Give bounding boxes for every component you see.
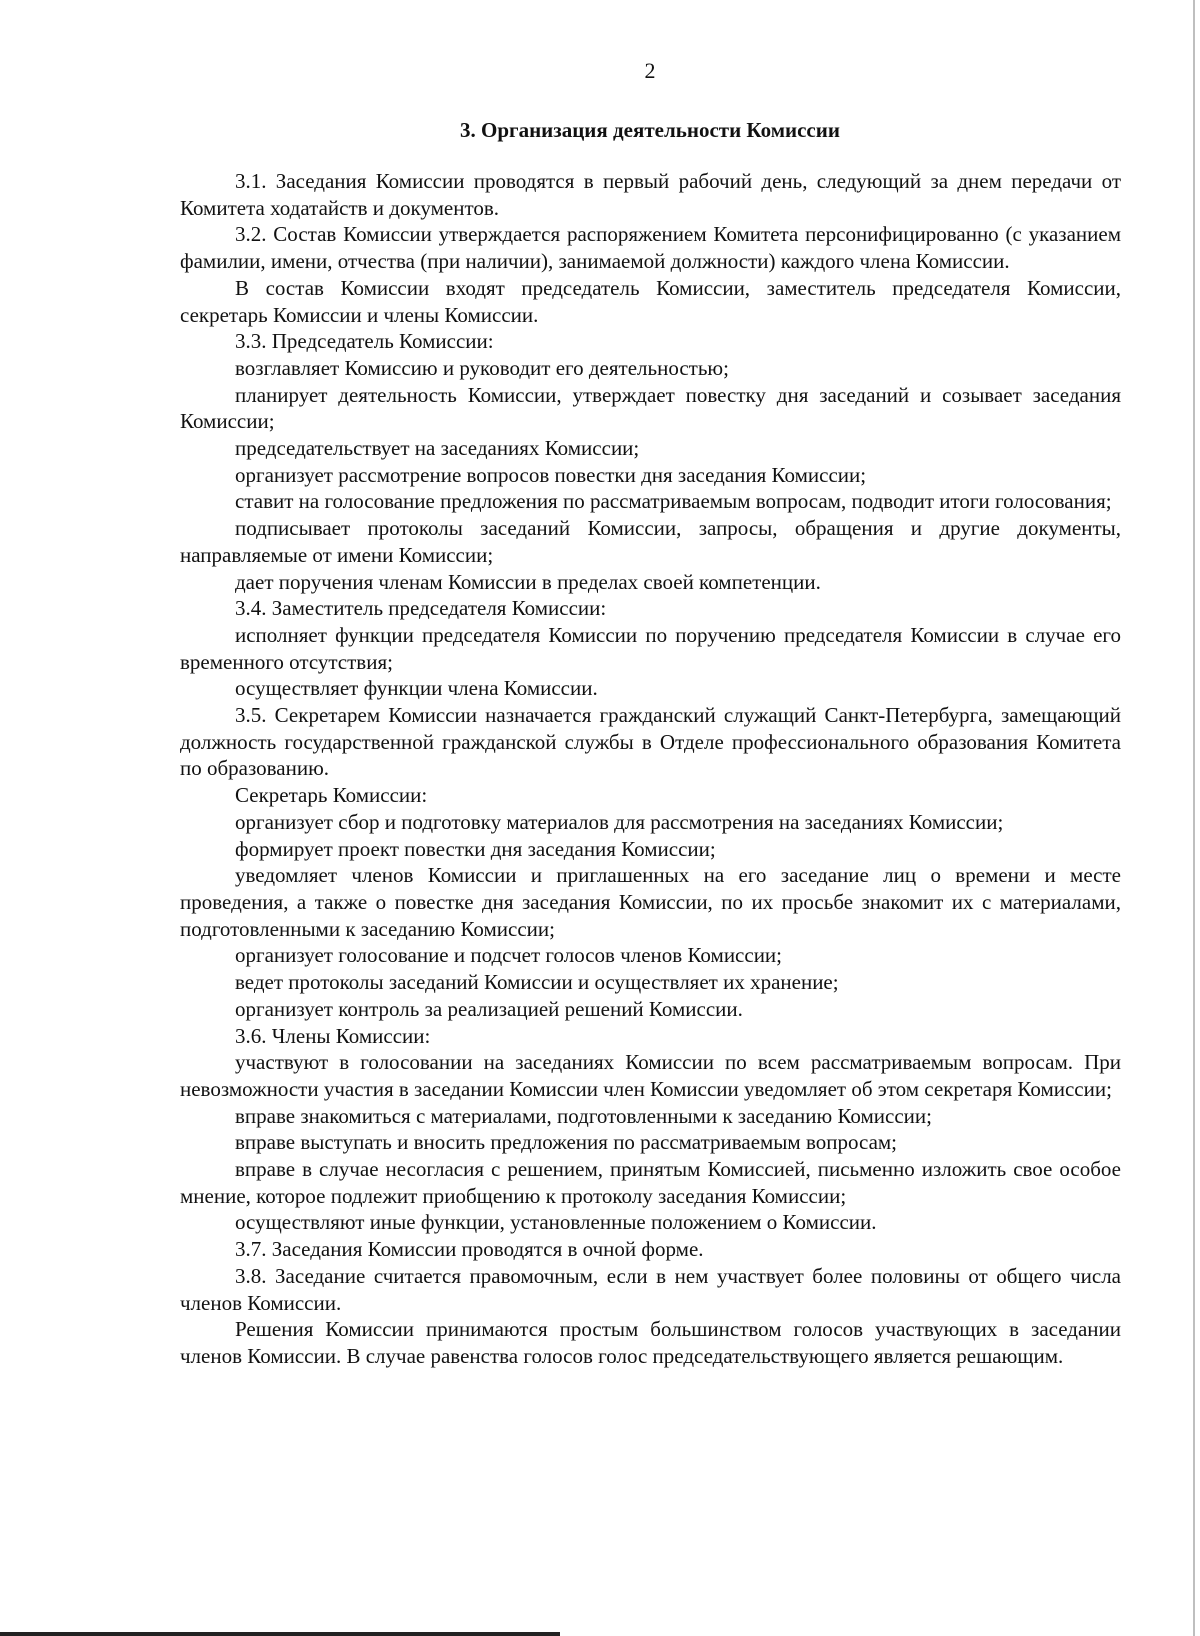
list-item: организует контроль за реализацией решений Комиссии. — [235, 996, 743, 1021]
paragraph-3-2: 3.2. Состав Комиссии утверждается распоряжением Комитета персонифицированно (с указанием фамилии, имени, отчества (при наличии), занимаемой должности) каждого члена Комиссии. — [180, 222, 1121, 274]
list-item: вправе в случае несогласия с решением, принятым Комиссией, письменно изложить свое особое мнение, которое подлежит приобщению к протоколу заседания Комиссии; — [180, 1157, 1121, 1208]
paragraph-3-8: 3.8. Заседание считается правомочным, если в нем участвует более половины от общего числа членов Комиссии. — [180, 1263, 1121, 1315]
list-item: осуществляет функции члена Комиссии. — [235, 676, 598, 701]
list-item: вправе знакомиться с материалами, подготовленными к заседанию Комиссии; — [235, 1103, 932, 1128]
list-item: исполняет функции председателя Комиссии по поручению председателя Комиссии в случае его временного отсутствия; — [180, 622, 1121, 674]
list-item: ведет протоколы заседаний Комиссии и осуществляет их хранение; — [235, 970, 839, 995]
paragraph-3-5: 3.5. Секретарем Комиссии назначается гражданский служащий Санкт-Петербурга, замещающий должность государственной гражданской службы в Отделе профессионального образования Комитета по образованию. — [180, 703, 1121, 781]
paragraph-3-7: 3.7. Заседания Комиссии проводятся в очной форме. — [235, 1237, 704, 1262]
paragraph-3-4: 3.4. Заместитель председателя Комиссии: — [235, 596, 607, 621]
list-item: председательствует на заседаниях Комиссии; — [235, 436, 640, 461]
scan-edge-line — [1193, 0, 1195, 1636]
paragraph-secretary: Секретарь Комиссии: — [235, 783, 428, 808]
section-body — [180, 168, 1121, 1370]
list-item: организует рассмотрение вопросов повестки дня заседания Комиссии; — [235, 462, 867, 487]
list-item: дает поручения членам Комиссии в пределах своей компетенции. — [235, 569, 821, 594]
list-item: уведомляет членов Комиссии и приглашенных на его заседание лиц о времени и месте проведения, а также о повестке дня заседания Комиссии, по их просьбе знакомит их с материалами, подготовленными к заседанию Комиссии; — [180, 863, 1121, 941]
list-item: планирует деятельность Комиссии, утверждает повестку дня заседаний и созывает заседания Комиссии; — [180, 382, 1121, 434]
paragraph-decisions: Решения Комиссии принимаются простым большинством голосов участвующих в заседании членов Комиссии. В случае равенства голосов голос председательствующего является решающим. — [180, 1317, 1121, 1368]
paragraph-composition: В состав Комиссии входят председатель Комиссии, заместитель председателя Комиссии, секретарь Комиссии и члены Комиссии. — [180, 275, 1121, 327]
list-item: возглавляет Комиссию и руководит его деятельностью; — [235, 355, 729, 380]
list-item: формирует проект повестки дня заседания Комиссии; — [235, 836, 716, 861]
paragraph-3-3: 3.3. Председатель Комиссии: — [235, 329, 494, 354]
section-heading: 3. Организация деятельности Комиссии — [460, 118, 840, 142]
list-item: подписывает протоколы заседаний Комиссии, запросы, обращения и другие документы, направляемые от имени Комиссии; — [180, 516, 1121, 567]
list-item: вправе выступать и вносить предложения по рассматриваемым вопросам; — [235, 1130, 898, 1155]
scan-edge-line — [0, 1632, 560, 1636]
page-number: 2 — [644, 58, 656, 83]
list-item: участвуют в голосовании на заседаниях Комиссии по всем рассматриваемым вопросам. При невозможности участия в заседании Комиссии член Комиссии уведомляет об этом секретаря Комиссии; — [180, 1050, 1121, 1101]
paragraph-3-6: 3.6. Члены Комиссии: — [235, 1023, 431, 1048]
list-item: осуществляют иные функции, установленные положением о Комиссии. — [235, 1210, 877, 1235]
list-item: ставит на голосование предложения по рассматриваемым вопросам, подводит итоги голосования; — [235, 489, 1112, 514]
list-item: организует сбор и подготовку материалов для рассмотрения на заседаниях Комиссии; — [235, 809, 1004, 834]
paragraph-3-1: 3.1. Заседания Комиссии проводятся в первый рабочий день, следующий за днем передачи от Комитета ходатайств и документов. — [180, 169, 1121, 220]
list-item: организует голосование и подсчет голосов членов Комиссии; — [235, 943, 783, 968]
